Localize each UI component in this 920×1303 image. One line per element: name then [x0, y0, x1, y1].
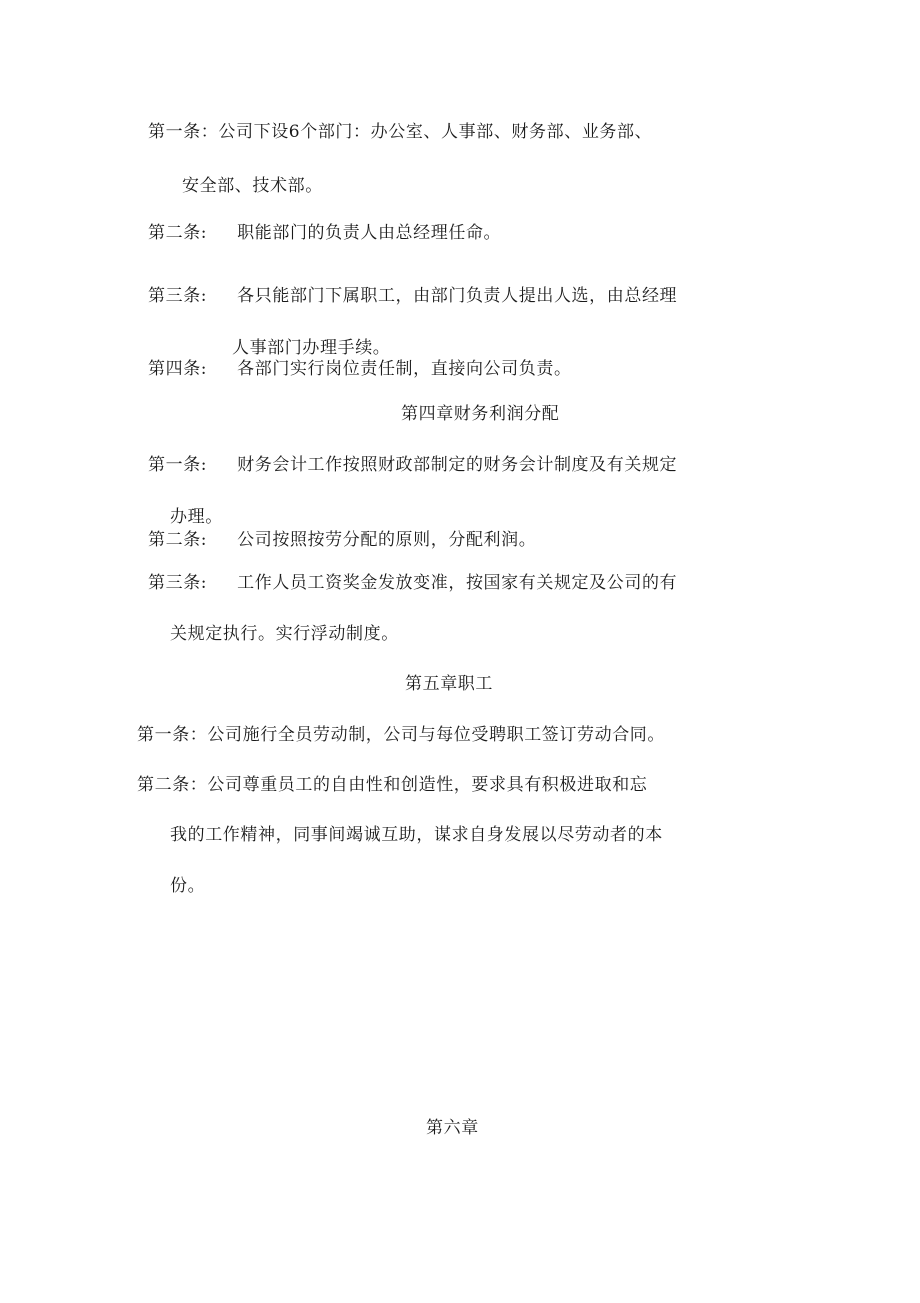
- ch3-article-3-line-1: [148, 285, 677, 307]
- article-text: 工作人员工资奖金发放变准，按国家有关规定及公司的有: [237, 573, 678, 593]
- article-label: 第一条：: [148, 122, 219, 142]
- ch3-article-1-line-2: 安全部、技术部。: [182, 176, 323, 196]
- article-label: 第三条:: [148, 573, 208, 593]
- ch4-article-1-line-1: [148, 454, 677, 476]
- article-text: 公司按照按劳分配的原则，分配利润。: [237, 530, 537, 550]
- chapter-4-title: 第四章财务利润分配: [401, 404, 560, 424]
- article-text: 职能部门的负责人由总经理任命。: [237, 223, 502, 243]
- ch5-article-2-line-2: 我的工作精神，同事间竭诚互助，谋求自身发展以尽劳动者的本: [170, 825, 663, 845]
- article-text: 公司施行全员劳动制，公司与每位受聘职工签订劳动合同。: [207, 725, 666, 745]
- ch4-article-3-line-1: [148, 572, 677, 594]
- article-label: 第一条:: [148, 455, 208, 475]
- article-label: 第四条:: [148, 359, 208, 379]
- ch4-article-3-line-2: 关规定执行。实行浮动制度。: [170, 624, 399, 644]
- ch5-article-1: [137, 724, 665, 746]
- ch5-article-2-line-3: 份。: [170, 876, 206, 896]
- ch5-article-2-line-1: [137, 774, 647, 796]
- article-text: 各部门实行岗位责任制，直接向公司负责。: [237, 359, 572, 379]
- article-text: 财务会计工作按照财政部制定的财务会计制度及有关规定: [237, 455, 678, 475]
- article-text: 公司尊重员工的自由性和创造性，要求具有积极进取和忘: [207, 775, 648, 795]
- ch4-article-2: [148, 529, 536, 551]
- article-text: 各只能部门下属职工，由部门负责人提出人选，由总经理: [237, 286, 678, 306]
- ch3-article-1-line-1: [148, 121, 652, 143]
- article-label: 第二条：: [137, 775, 208, 795]
- article-label: 第二条:: [148, 530, 208, 550]
- article-label: 第三条:: [148, 286, 208, 306]
- ch3-article-2: [148, 222, 501, 244]
- article-label: 第二条:: [148, 223, 208, 243]
- chapter-5-title: 第五章职工: [405, 674, 493, 694]
- ch4-article-1-line-2: 办理。: [170, 507, 223, 527]
- article-text: 公司下设6个部门：办公室、人事部、财务部、业务部、: [218, 122, 653, 142]
- ch3-article-4: [148, 358, 572, 380]
- chapter-6-title: 第六章: [426, 1118, 479, 1138]
- article-label: 第一条：: [137, 725, 208, 745]
- ch3-article-3-line-2: 人事部门办理手续。: [232, 338, 391, 358]
